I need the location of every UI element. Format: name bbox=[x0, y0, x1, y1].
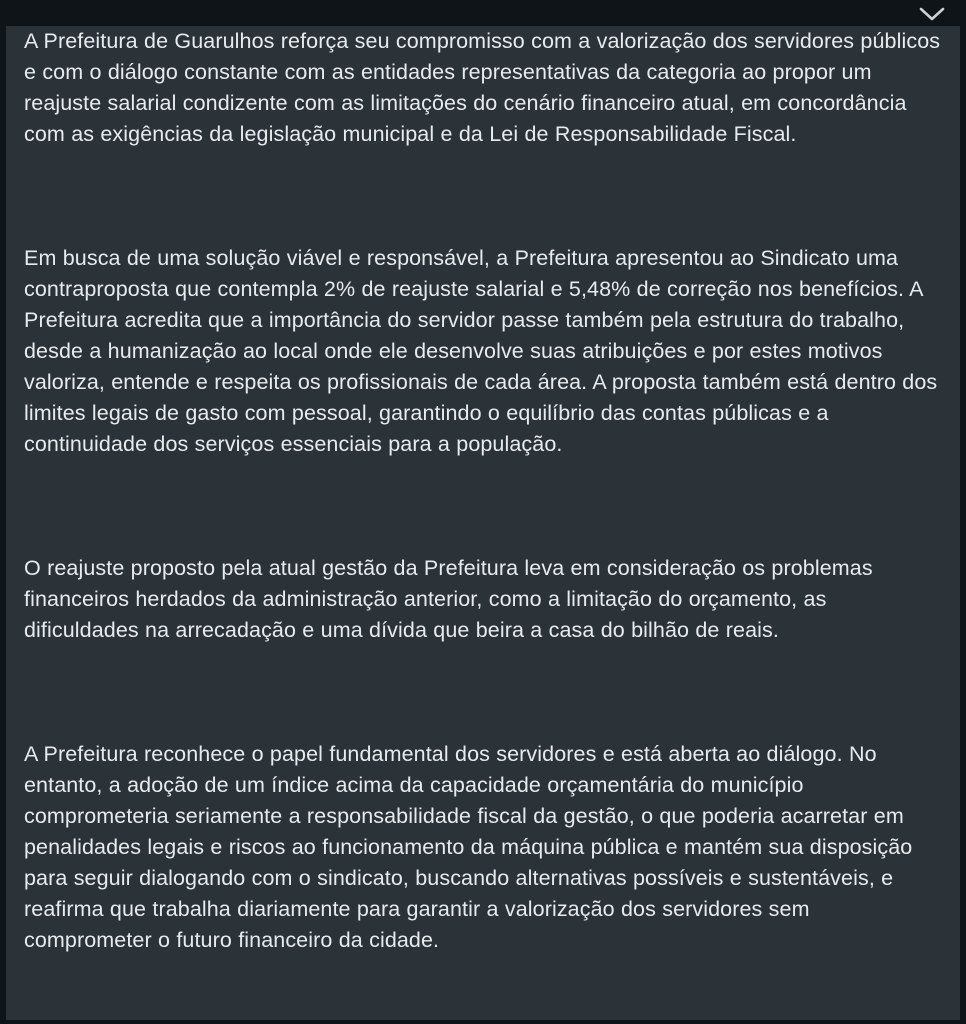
paragraph-4: A Prefeitura reconhece o papel fundamental dos servidores e está aberta ao diálogo. No entanto, a adoção de um índice acima da capacidade orçamentária do município comprometeria seriamente a responsabilidade fiscal da gestão, o que poderia acarretar em penalidades legais e riscos ao funcionamento da máquina pública e mantém sua disposição para seguir dialogando com o sindicato, buscando alternativas possíveis e sustentáveis, e reafirma que trabalha diariamente para garantir a valorização dos servidores sem comprometer o futuro financeiro da cidade. bbox=[24, 742, 913, 952]
paragraph-3: O reajuste proposto pela atual gestão da Prefeitura leva em consideração os problemas financeiros herdados da administração anterior, como a limitação do orçamento, as dificuldades na arrecadação e uma dívida que beira a casa do bilhão de reais. bbox=[24, 556, 873, 642]
article-body bbox=[6, 0, 960, 956]
paragraph-1: A Prefeitura de Guarulhos reforça seu compromisso com a valorização dos servidores públicos e com o diálogo constante com as entidades representativas da categoria ao propor um reajuste salarial condizente com as limitações do cenário financeiro atual, em concordância com as exigências da legislação municipal e da Lei de Responsabilidade Fiscal. bbox=[24, 29, 941, 146]
paragraph-2: Em busca de uma solução viável e responsável, a Prefeitura apresentou ao Sindicato uma contraproposta que contempla 2% de reajuste salarial e 5,48% de correção nos benefícios. A Prefeitura acredita que a importância do servidor passe também pela estrutura do trabalho, desde a humanização ao local onde ele desenvolve suas atribuições e por estes motivos valoriza, entende e respeita os profissionais de cada área. A proposta também está dentro dos limites legais de gasto com pessoal, garantindo o equilíbrio das contas públicas e a continuidade dos serviços essenciais para a população. bbox=[24, 246, 938, 456]
collapse-button[interactable] bbox=[912, 0, 952, 30]
chevron-down-icon bbox=[919, 6, 945, 22]
